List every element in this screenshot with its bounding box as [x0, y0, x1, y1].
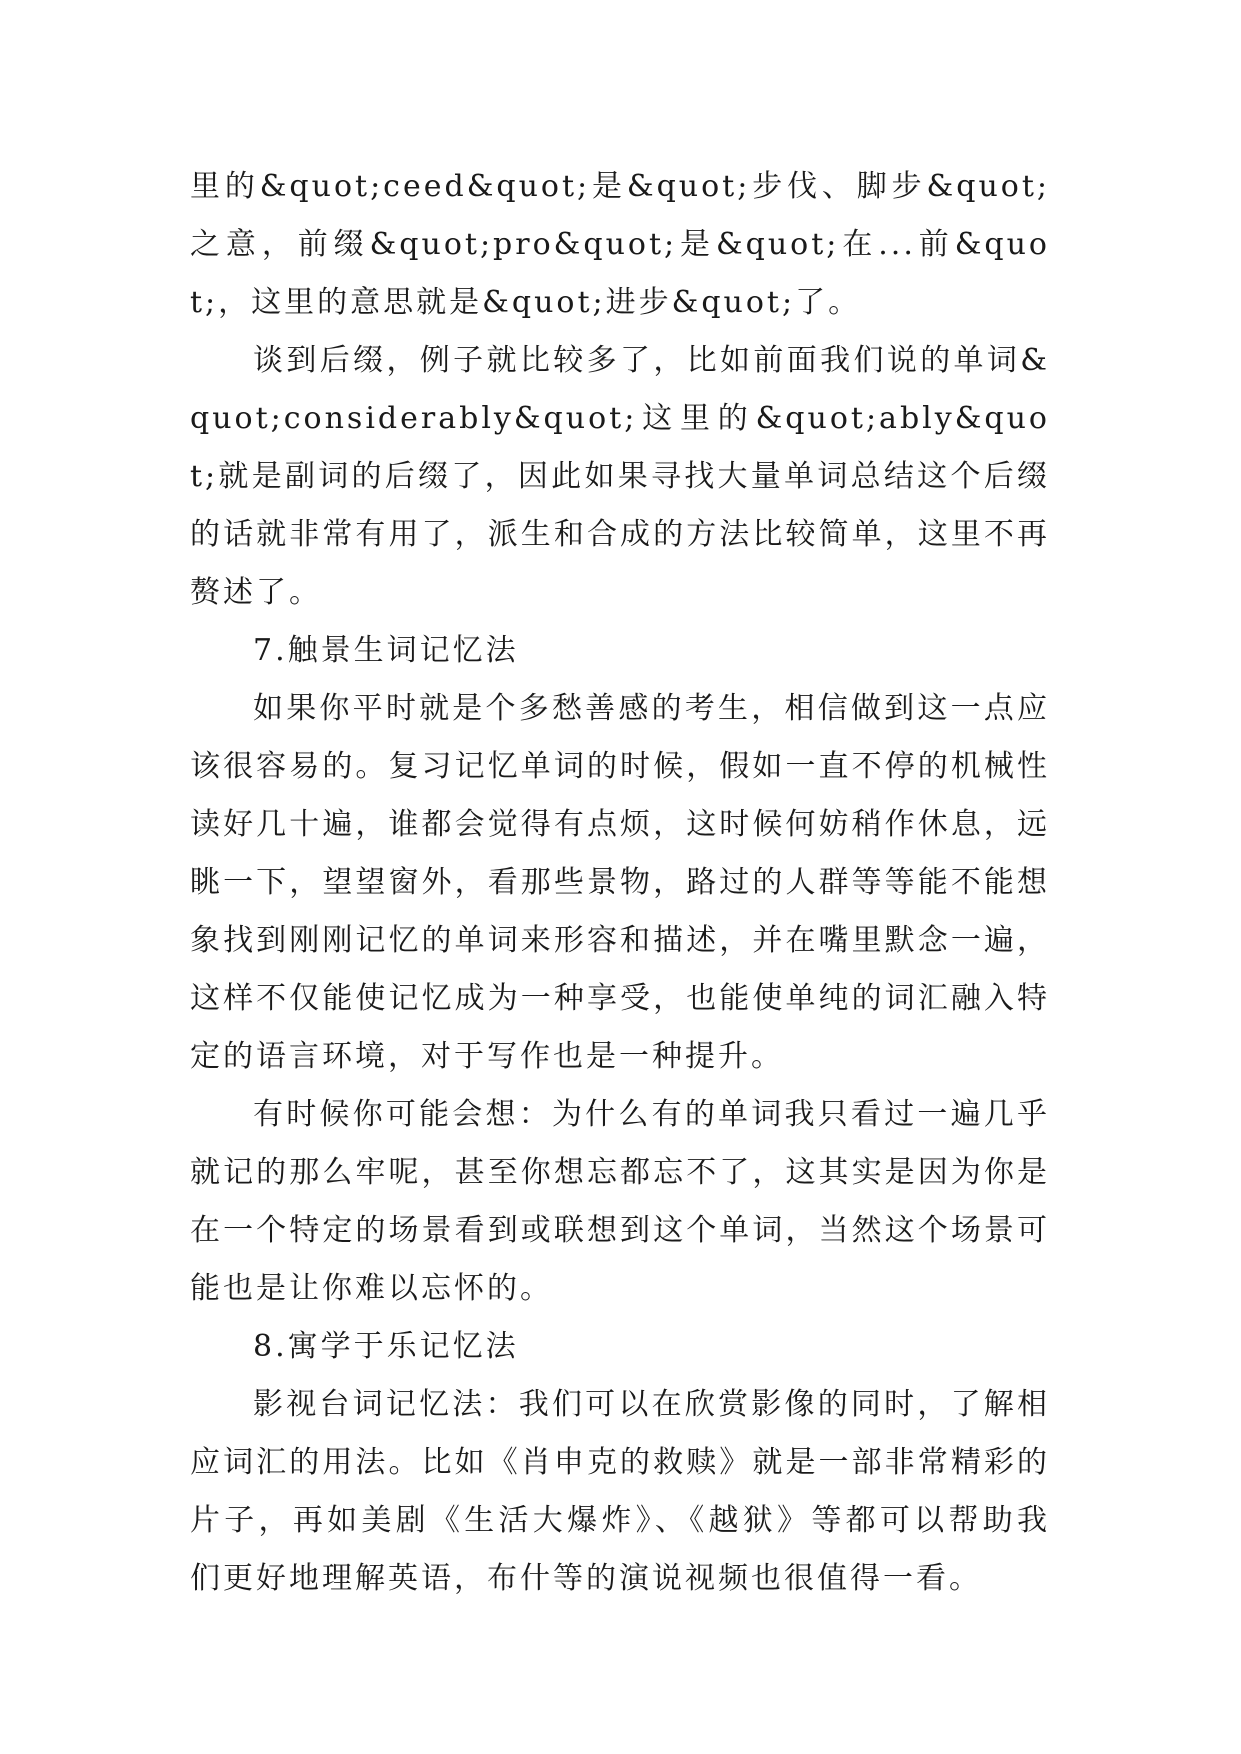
- paragraph-why-remember: 有时候你可能会想：为什么有的单词我只看过一遍几乎就记的那么牢呢，甚至你想忘都忘不了，这其实是因为你是在一个特定的场景看到或联想到这个单词，当然这个场景可能也是让你难以忘怀的。: [190, 1097, 1050, 1306]
- section-heading-8: 8.寓学于乐记忆法: [253, 1329, 519, 1364]
- paragraph-scene-memory: 如果你平时就是个多愁善感的考生，相信做到这一点应该很容易的。复习记忆单词的时候，假如一直不停的机械性读好几十遍，谁都会觉得有点烦，这时候何妨稍作休息，远眺一下，望望窗外，看那些景物，路过的人群等等能不能想象找到刚刚记忆的单词来形容和描述，并在嘴里默念一遍，这样不仅能使记忆成为一种享受，也能使单纯的词汇融入特定的语言环境，对于写作也是一种提升。: [190, 691, 1050, 1074]
- paragraph-suffix: 谈到后缀，例子就比较多了，比如前面我们说的单词&quot;considerably&quot;这里的&quot;ably&quot;就是副词的后缀了，因此如果寻找大量单词总结这个后缀的话就非常有用了，派生和合成的方法比较简单，这里不再赘述了。: [190, 343, 1050, 610]
- document-body: [190, 158, 1050, 1608]
- section-heading-7: 7.触景生词记忆法: [253, 633, 519, 668]
- paragraph-film-quotes: 影视台词记忆法：我们可以在欣赏影像的同时，了解相应词汇的用法。比如《肖申克的救赎》就是一部非常精彩的片子，再如美剧《生活大爆炸》、《越狱》等都可以帮助我们更好地理解英语，布什等的演说视频也很值得一看。: [190, 1387, 1050, 1596]
- paragraph-ceed-prefix: 里的&quot;ceed&quot;是&quot;步伐、脚步&quot;之意，前缀&quot;pro&quot;是&quot;在...前&quot;，这里的意思就是&quot;进步&quot;了。: [190, 169, 1050, 320]
